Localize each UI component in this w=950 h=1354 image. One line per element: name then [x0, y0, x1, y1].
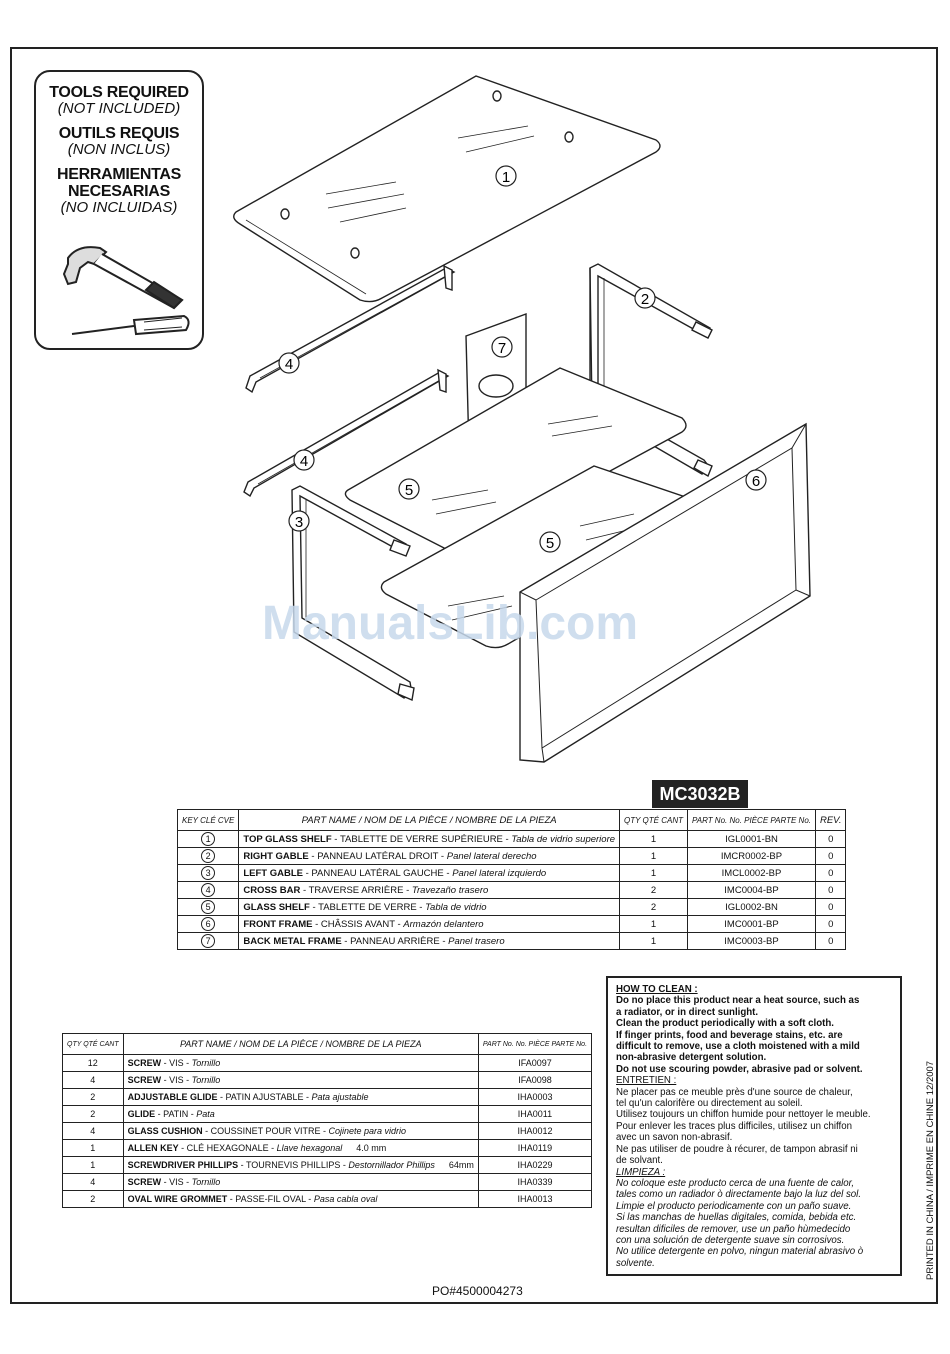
instruction-line: solvente. — [616, 1257, 655, 1269]
part-no-cell: IFA0097 — [478, 1055, 591, 1072]
model-number: MC3032B — [652, 780, 748, 808]
po-number: PO#4500004273 — [432, 1284, 523, 1298]
instruction-line: de solvant. — [616, 1155, 663, 1167]
key-cell: 4 — [178, 882, 239, 899]
table-row — [63, 1191, 592, 1208]
table-row — [178, 831, 846, 848]
qty-cell: 4 — [63, 1072, 124, 1089]
rev-cell: 0 — [815, 916, 845, 933]
instruction-line: avec un savon non-abrasif. — [616, 1132, 733, 1144]
table-row — [63, 1157, 592, 1174]
rev-cell: 0 — [815, 899, 845, 916]
instruction-line: Do not use scouring powder, abrasive pad or solvent. — [616, 1063, 863, 1075]
instruction-line: No utilice detergente en polvo, ningun material abrasivo ò — [616, 1246, 864, 1258]
instruction-line: tales como un radiador ò directamente bajo la luz del sol. — [616, 1189, 862, 1201]
instruction-line: Ne placer pas ce meuble près d'une source de chaleur, — [616, 1086, 853, 1098]
tools-en-sub: (NOT INCLUDED) — [57, 100, 181, 117]
part-name-cell: OVAL WIRE GROMMET - PASSE-FIL OVAL - Pasa cabla oval — [123, 1191, 478, 1208]
instruction-line: Utilisez toujours un chiffon humide pour nettoyer le meuble. — [616, 1109, 871, 1121]
qty-cell: 1 — [63, 1157, 124, 1174]
table-row — [178, 916, 846, 933]
table-row — [63, 1123, 592, 1140]
clean-en-title: HOW TO CLEAN : — [616, 984, 698, 995]
qty-cell: 2 — [620, 882, 688, 899]
part-name-cell: CROSS BAR - TRAVERSE ARRIÈRE - Travezaño trasero — [239, 882, 620, 899]
callout-4b — [294, 450, 314, 470]
callout-6 — [746, 470, 766, 490]
qty-cell: 1 — [620, 848, 688, 865]
table-row — [178, 899, 846, 916]
qty-cell: 1 — [620, 933, 688, 950]
qty-cell: 2 — [63, 1191, 124, 1208]
table-row — [178, 865, 846, 882]
qty-cell: 1 — [620, 865, 688, 882]
key-cell: 5 — [178, 899, 239, 916]
part-no-cell: IHA0339 — [478, 1174, 591, 1191]
part-no-cell: IMC0001-BP — [687, 916, 815, 933]
svg-text:6: 6 — [751, 473, 761, 490]
svg-text:3: 3 — [294, 514, 304, 531]
part-no-cell: IHA0013 — [478, 1191, 591, 1208]
instruction-line: Clean the product periodically with a soft cloth. — [616, 1018, 834, 1030]
part-no-cell: IGL0001-BN — [687, 831, 815, 848]
callout-3 — [289, 511, 309, 531]
header-part-no: PART No. No. PIÈCE PARTE No. — [687, 810, 815, 831]
part-no-cell: IMC0004-BP — [687, 882, 815, 899]
callout-7 — [492, 337, 512, 357]
rev-cell: 0 — [815, 882, 845, 899]
instruction-line: Limpie el producto periodicamente con un paño suave. — [616, 1200, 852, 1212]
part-name-cell: SCREW - VIS - Tornillo — [123, 1174, 478, 1191]
rev-cell: 0 — [815, 848, 845, 865]
callout-2 — [635, 288, 655, 308]
instruction-line: Ne pas utiliser de poudre à récurer, de tampon abrasif ni — [616, 1143, 858, 1155]
svg-text:4: 4 — [284, 356, 294, 373]
key-cell: 2 — [178, 848, 239, 865]
tools-es-sub: (NO INCLUIDAS) — [60, 199, 178, 216]
part-no-cell: IGL0002-BN — [687, 899, 815, 916]
header-part-name: PART NAME / NOM DE LA PIÈCE / NOMBRE DE LA PIEZA — [123, 1034, 478, 1055]
instruction-line: difficult to remove, use a cloth moistened with a mild — [616, 1041, 860, 1053]
qty-cell: 1 — [620, 831, 688, 848]
rev-cell: 0 — [815, 865, 845, 882]
part-name-cell: RIGHT GABLE - PANNEAU LATÉRAL DROIT - Panel lateral derecho — [239, 848, 620, 865]
svg-text:4: 4 — [299, 453, 309, 470]
tools-fr-sub: (NON INCLUS) — [67, 141, 171, 158]
callout-5b — [540, 532, 560, 552]
instruction-line: Do no place this product near a heat source, such as — [616, 995, 860, 1007]
instruction-line: a radiator, or in direct sunlight. — [616, 1006, 759, 1018]
svg-text:5: 5 — [545, 535, 555, 552]
clean-es-title: LIMPIEZA : — [616, 1166, 666, 1178]
part-no-cell: IMCL0002-BP — [687, 865, 815, 882]
part-name-cell: SCREW - VIS - Tornillo — [123, 1072, 478, 1089]
qty-cell: 2 — [620, 899, 688, 916]
callout-4a — [279, 353, 299, 373]
part-name-cell: FRONT FRAME - CHÂSSIS AVANT - Armazón delantero — [239, 916, 620, 933]
instruction-line: resultan dificiles de remover, use un paño hùmedecido — [616, 1223, 851, 1235]
tools-en-title: TOOLS REQUIRED — [49, 84, 189, 101]
header-part-name: PART NAME / NOM DE LA PIÈCE / NOMBRE DE LA PIEZA — [239, 810, 620, 831]
table-row — [178, 848, 846, 865]
table-row — [63, 1055, 592, 1072]
part-name-cell: SCREWDRIVER PHILLIPS - TOURNEVIS PHILLIPS - Destornillador Phillips 64mm — [123, 1157, 478, 1174]
part-name-cell: TOP GLASS SHELF - TABLETTE DE VERRE SUPÉRIEURE - Tabla de vidrio superiore — [239, 831, 620, 848]
table-row — [63, 1106, 592, 1123]
part-no-cell: IMCR0002-BP — [687, 848, 815, 865]
part-name-cell: ALLEN KEY - CLÉ HEXAGONALE - Llave hexagonal 4.0 mm — [123, 1140, 478, 1157]
watermark: ManualsLib.com — [262, 597, 639, 650]
qty-cell: 12 — [63, 1055, 124, 1072]
qty-cell: 4 — [63, 1174, 124, 1191]
rev-cell: 0 — [815, 933, 845, 950]
tools-fr-title: OUTILS REQUIS — [58, 125, 180, 142]
instruction-line: con una solución de detergente suave sin corrosivos. — [616, 1234, 845, 1246]
part-name-cell: GLIDE - PATIN - Pata — [123, 1106, 478, 1123]
table-row — [178, 933, 846, 950]
part-no-cell: IMC0003-BP — [687, 933, 815, 950]
parts-table — [177, 809, 846, 950]
rev-cell: 0 — [815, 831, 845, 848]
key-cell: 1 — [178, 831, 239, 848]
tools-es-title-2: NECESARIAS — [68, 183, 170, 200]
instruction-line: non-abrasive detergent solution. — [616, 1052, 767, 1064]
qty-cell: 1 — [620, 916, 688, 933]
part-no-cell: IHA0119 — [478, 1140, 591, 1157]
table-row — [63, 1089, 592, 1106]
instruction-line: No coloque este producto cerca de una fuente de calor, — [616, 1177, 855, 1189]
table-row — [63, 1140, 592, 1157]
svg-text:2: 2 — [640, 291, 650, 308]
svg-text:7: 7 — [497, 340, 507, 357]
tools-es-title-1: HERRAMIENTAS — [56, 166, 182, 183]
table-row — [63, 1174, 592, 1191]
instruction-line: Si las manchas de huellas digitales, comida, bebida etc. — [616, 1212, 857, 1224]
part-name-cell: SCREW - VIS - Tornillo — [123, 1055, 478, 1072]
instruction-line: Pour enlever les traces plus difficiles, utilisez un chiffon — [616, 1120, 853, 1132]
key-cell: 6 — [178, 916, 239, 933]
cross-bar-upper — [246, 268, 454, 392]
part-no-cell: IHA0003 — [478, 1089, 591, 1106]
svg-text:5: 5 — [404, 482, 414, 499]
glass-cushion — [493, 91, 501, 101]
instruction-line: If finger prints, food and beverage stains, etc. are — [616, 1029, 843, 1041]
part-no-cell: IFA0098 — [478, 1072, 591, 1089]
header-qty: QTY QTÉ CANT — [620, 810, 688, 831]
printed-in-note: PRINTED IN CHINA / IMPRIME EN CHINE 12/2007 — [925, 1060, 936, 1280]
qty-cell: 2 — [63, 1106, 124, 1123]
hardware-table — [62, 1033, 592, 1208]
qty-cell: 4 — [63, 1123, 124, 1140]
header-rev: REV. — [815, 810, 845, 831]
key-cell: 7 — [178, 933, 239, 950]
part-no-cell: IHA0229 — [478, 1157, 591, 1174]
table-row — [63, 1072, 592, 1089]
part-name-cell: GLASS CUSHION - COUSSINET POUR VITRE - Cojinete para vidrio — [123, 1123, 478, 1140]
qty-cell: 2 — [63, 1089, 124, 1106]
header-qty: QTY QTÉ CANT — [63, 1034, 124, 1055]
part-name-cell: ADJUSTABLE GLIDE - PATIN AJUSTABLE - Pata ajustable — [123, 1089, 478, 1106]
callout-1 — [496, 166, 516, 186]
qty-cell: 1 — [63, 1140, 124, 1157]
part-no-cell: IHA0011 — [478, 1106, 591, 1123]
part-name-cell: GLASS SHELF - TABLETTE DE VERRE - Tabla de vidrio — [239, 899, 620, 916]
table-row — [178, 882, 846, 899]
clean-fr-title: ENTRETIEN : — [616, 1075, 677, 1087]
key-cell: 3 — [178, 865, 239, 882]
cleaning-instructions — [606, 976, 902, 1276]
svg-text:1: 1 — [501, 169, 511, 186]
part-name-cell: BACK METAL FRAME - PANNEAU ARRIÈRE - Panel trasero — [239, 933, 620, 950]
instruction-line: tel qu'un calorifère ou directement au soleil. — [616, 1098, 803, 1110]
header-part-no: PART No. No. PIÈCE PARTE No. — [478, 1034, 591, 1055]
callout-5a — [399, 479, 419, 499]
part-name-cell: LEFT GABLE - PANNEAU LATÉRAL GAUCHE - Panel lateral izquierdo — [239, 865, 620, 882]
header-key: KEY CLÉ CVE — [178, 810, 239, 831]
part-no-cell: IHA0012 — [478, 1123, 591, 1140]
